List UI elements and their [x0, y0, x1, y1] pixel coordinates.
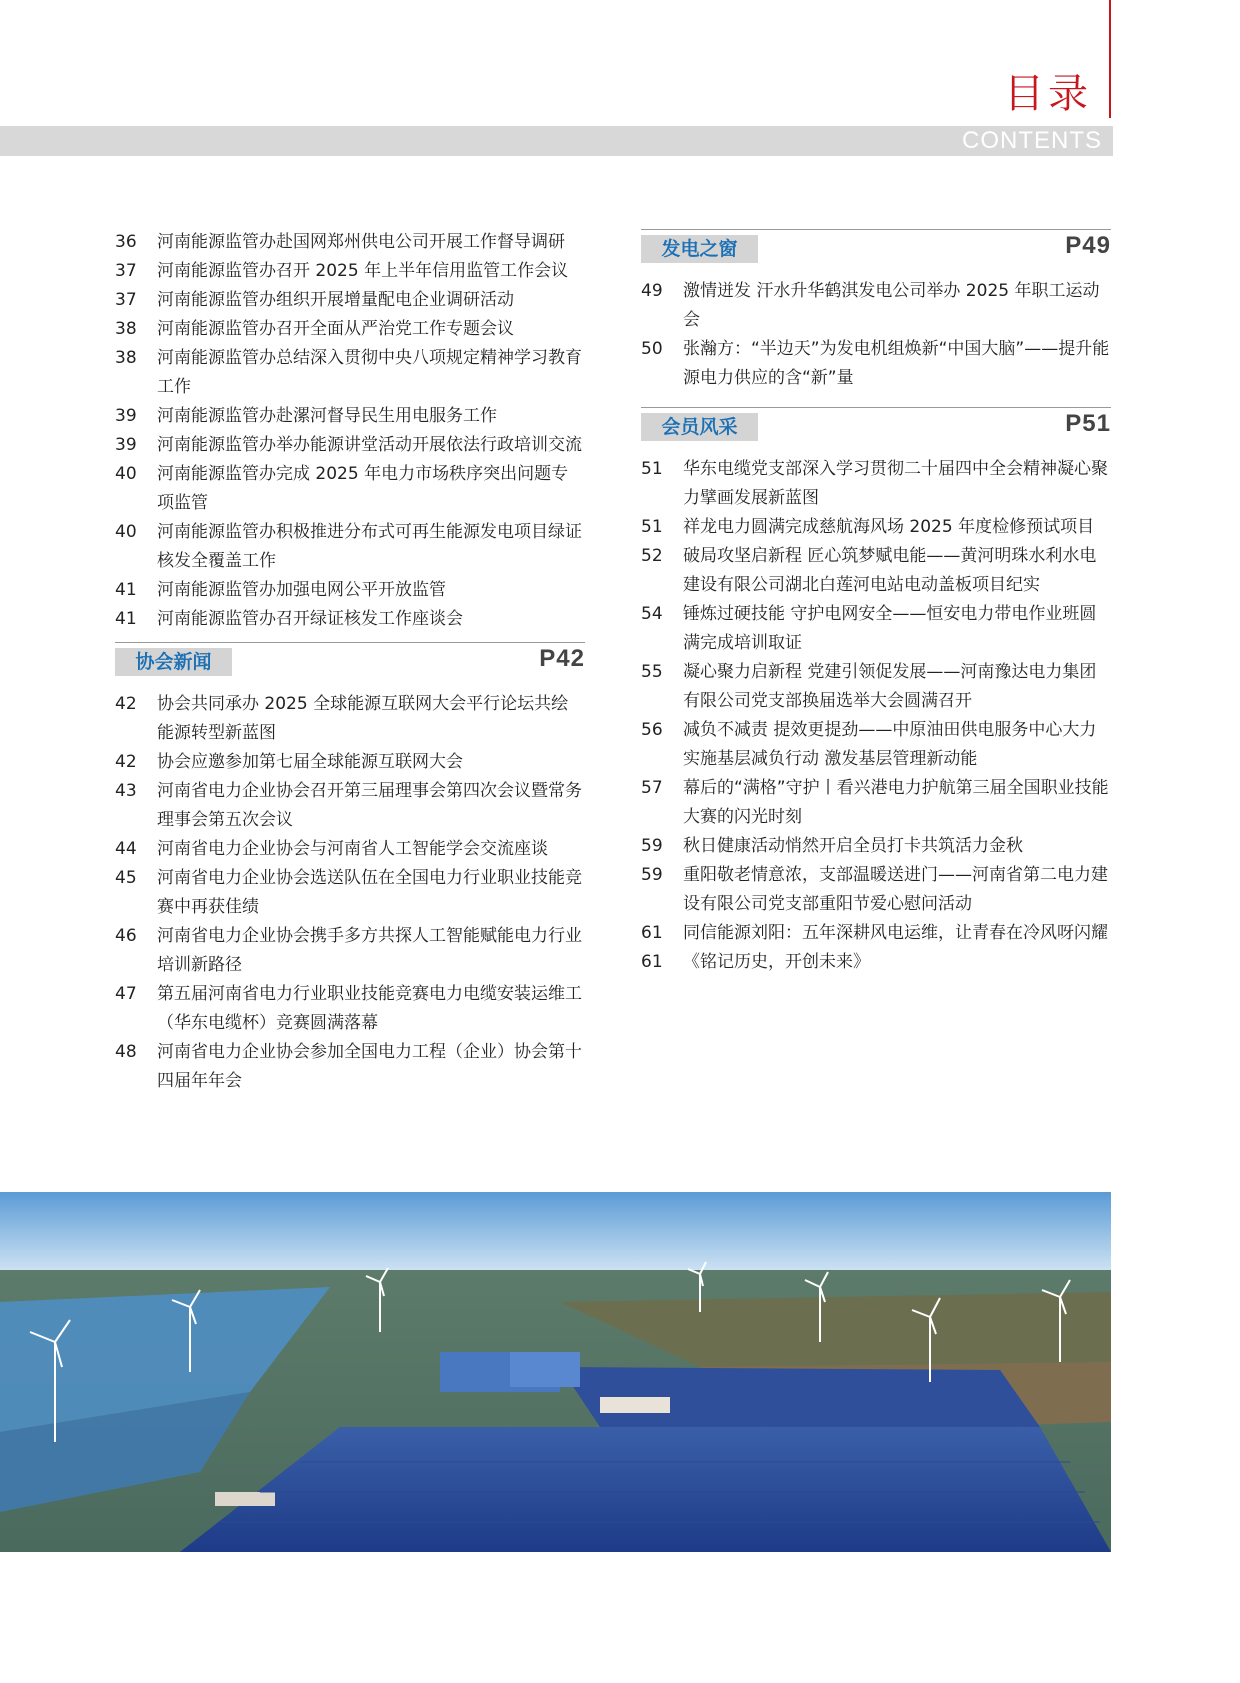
toc-entry-title: 重阳敬老情意浓，支部温暖送进门——河南省第二电力建设有限公司党支部重阳节爱心慰问活动 — [683, 865, 1108, 914]
toc-entry[interactable] — [115, 922, 585, 980]
toc-entry-title: 河南能源监管办举办能源讲堂活动开展依法行政培训交流 — [157, 435, 582, 455]
section-page: P49 — [1065, 232, 1111, 259]
toc-entry-page: 59 — [641, 865, 663, 885]
toc-entry-page: 41 — [115, 609, 137, 629]
toc-entry[interactable] — [641, 335, 1111, 393]
toc-entry-page: 41 — [115, 580, 137, 600]
wind-solar-farm-photo — [0, 1192, 1111, 1552]
toc-entry-title: 河南能源监管办加强电网公平开放监管 — [157, 580, 446, 600]
toc-entry-title: 锤炼过硬技能 守护电网安全——恒安电力带电作业班圆满完成培训取证 — [683, 604, 1097, 653]
toc-entry-title: 河南能源监管办完成 2025 年电力市场秩序突出问题专项监管 — [157, 464, 569, 513]
toc-entry-title: 河南能源监管办召开绿证核发工作座谈会 — [157, 609, 463, 629]
section-header-xiehui — [115, 642, 585, 676]
toc-entry-title: 协会应邀参加第七届全球能源互联网大会 — [157, 752, 463, 772]
header-band — [0, 126, 1113, 156]
toc-entry-page: 39 — [115, 406, 137, 426]
toc-entry-page: 37 — [115, 290, 137, 310]
toc-list-xiehui — [115, 690, 585, 1096]
toc-entry[interactable] — [641, 277, 1111, 335]
section-label: 协会新闻 — [115, 648, 232, 676]
toc-entry-page: 45 — [115, 868, 137, 888]
toc-entry-title: 河南省电力企业协会选送队伍在全国电力行业职业技能竞赛中再获佳绩 — [157, 868, 582, 917]
toc-entry-title: 激情迸发 汗水升华鹤淇发电公司举办 2025 年职工运动会 — [683, 281, 1100, 330]
toc-entry[interactable] — [115, 257, 585, 286]
toc-entry-page: 52 — [641, 546, 663, 566]
toc-entry-title: 河南能源监管办总结深入贯彻中央八项规定精神学习教育工作 — [157, 348, 582, 397]
toc-entry-title: 同信能源刘阳：五年深耕风电运维，让青春在冷风呀闪耀 — [683, 923, 1108, 943]
toc-entry-page: 47 — [115, 984, 137, 1004]
toc-entry[interactable] — [115, 605, 585, 634]
toc-entry-page: 37 — [115, 261, 137, 281]
toc-entry-title: 张瀚方：“半边天”为发电机组焕新“中国大脑”——提升能源电力供应的含“新”量 — [683, 339, 1110, 388]
toc-entry-page: 39 — [115, 435, 137, 455]
section-label: 会员风采 — [641, 413, 758, 441]
toc-entry-title: 第五届河南省电力行业职业技能竞赛电力电缆安装运维工（华东电缆杯）竞赛圆满落幕 — [157, 984, 582, 1033]
toc-entry[interactable] — [115, 344, 585, 402]
toc-entry[interactable] — [641, 948, 1111, 977]
toc-entry-title: 幕后的“满格”守护丨看兴港电力护航第三届全国职业技能大赛的闪光时刻 — [683, 778, 1109, 827]
toc-list-huiyuan — [641, 455, 1111, 977]
toc-right-column — [641, 229, 1111, 977]
toc-entry-title: 河南省电力企业协会与河南省人工智能学会交流座谈 — [157, 839, 548, 859]
toc-entry-page: 46 — [115, 926, 137, 946]
toc-entry[interactable] — [641, 542, 1111, 600]
toc-entry[interactable] — [115, 286, 585, 315]
page-subtitle: CONTENTS — [962, 127, 1102, 154]
toc-entry-page: 44 — [115, 839, 137, 859]
toc-entry-title: 协会共同承办 2025 全球能源互联网大会平行论坛共绘能源转型新蓝图 — [157, 694, 569, 743]
toc-entry-page: 61 — [641, 923, 663, 943]
toc-entry[interactable] — [641, 716, 1111, 774]
header-red-line — [1109, 0, 1111, 118]
toc-list-jianguan — [115, 228, 585, 634]
toc-entry-page: 54 — [641, 604, 663, 624]
toc-entry-title: 破局攻坚启新程 匠心筑梦赋电能——黄河明珠水利水电建设有限公司湖北白莲河电站电动盖板项目纪实 — [683, 546, 1097, 595]
toc-entry[interactable] — [115, 690, 585, 748]
page-title: 目录 — [1004, 71, 1092, 117]
toc-entry-title: 河南省电力企业协会参加全国电力工程（企业）协会第十四届年年会 — [157, 1042, 582, 1091]
toc-entry-title: 河南能源监管办召开 2025 年上半年信用监管工作会议 — [157, 261, 569, 281]
toc-entry[interactable] — [115, 576, 585, 605]
section-page: P51 — [1065, 410, 1111, 437]
toc-entry[interactable] — [115, 402, 585, 431]
toc-entry[interactable] — [641, 658, 1111, 716]
toc-entry[interactable] — [115, 835, 585, 864]
toc-entry-page: 49 — [641, 281, 663, 301]
section-header-fadian — [641, 229, 1111, 263]
toc-entry-title: 河南省电力企业协会携手多方共探人工智能赋能电力行业培训新路径 — [157, 926, 582, 975]
toc-entry-title: 河南省电力企业协会召开第三届理事会第四次会议暨常务理事会第五次会议 — [157, 781, 582, 830]
toc-entry-page: 42 — [115, 694, 137, 714]
section-page: P42 — [539, 645, 585, 672]
toc-entry-title: 华东电缆党支部深入学习贯彻二十届四中全会精神凝心聚力擘画发展新蓝图 — [683, 459, 1108, 508]
toc-entry[interactable] — [115, 777, 585, 835]
toc-entry[interactable] — [641, 600, 1111, 658]
toc-entry-page: 40 — [115, 522, 137, 542]
toc-entry[interactable] — [641, 774, 1111, 832]
toc-entry[interactable] — [115, 864, 585, 922]
toc-entry[interactable] — [115, 228, 585, 257]
toc-entry-title: 秋日健康活动悄然开启全员打卡共筑活力金秋 — [683, 836, 1023, 856]
toc-entry[interactable] — [115, 748, 585, 777]
toc-entry[interactable] — [115, 431, 585, 460]
toc-entry-title: 河南能源监管办召开全面从严治党工作专题会议 — [157, 319, 514, 339]
toc-entry-page: 43 — [115, 781, 137, 801]
toc-entry-page: 50 — [641, 339, 663, 359]
toc-entry-title: 河南能源监管办赴国网郑州供电公司开展工作督导调研 — [157, 232, 565, 252]
section-divider — [115, 642, 585, 643]
toc-entry-page: 38 — [115, 348, 137, 368]
toc-entry-title: 祥龙电力圆满完成慈航海风场 2025 年度检修预试项目 — [683, 517, 1095, 537]
toc-entry[interactable] — [641, 919, 1111, 948]
toc-entry-page: 40 — [115, 464, 137, 484]
toc-entry-title: 《铭记历史，开创未来》 — [683, 952, 870, 972]
section-divider — [641, 407, 1111, 408]
toc-entry-page: 57 — [641, 778, 663, 798]
toc-entry[interactable] — [115, 980, 585, 1038]
toc-left-column — [115, 228, 585, 1096]
toc-entry-page: 51 — [641, 517, 663, 537]
toc-entry-page: 61 — [641, 952, 663, 972]
toc-entry[interactable] — [641, 832, 1111, 861]
toc-entry[interactable] — [115, 518, 585, 576]
toc-entry[interactable] — [641, 455, 1111, 513]
toc-list-fadian — [641, 277, 1111, 393]
toc-entry-title: 凝心聚力启新程 党建引领促发展——河南豫达电力集团有限公司党支部换届选举大会圆满召开 — [683, 662, 1097, 711]
toc-entry-title: 河南能源监管办积极推进分布式可再生能源发电项目绿证核发全覆盖工作 — [157, 522, 582, 571]
toc-entry-page: 51 — [641, 459, 663, 479]
toc-entry[interactable] — [115, 315, 585, 344]
toc-entry-title: 河南能源监管办组织开展增量配电企业调研活动 — [157, 290, 514, 310]
toc-entry-page: 36 — [115, 232, 137, 252]
toc-entry[interactable] — [641, 513, 1111, 542]
toc-entry-page: 56 — [641, 720, 663, 740]
toc-entry-page: 55 — [641, 662, 663, 682]
toc-entry-title: 减负不减责 提效更提劲——中原油田供电服务中心大力实施基层减负行动 激发基层管理新动能 — [683, 720, 1097, 769]
toc-entry-page: 38 — [115, 319, 137, 339]
toc-entry[interactable] — [115, 460, 585, 518]
toc-entry-title: 河南能源监管办赴漯河督导民生用电服务工作 — [157, 406, 497, 426]
section-label: 发电之窗 — [641, 235, 758, 263]
toc-entry-page: 42 — [115, 752, 137, 772]
section-header-huiyuan — [641, 407, 1111, 441]
toc-entry-page: 48 — [115, 1042, 137, 1062]
toc-entry[interactable] — [641, 861, 1111, 919]
section-divider — [641, 229, 1111, 230]
toc-entry[interactable] — [115, 1038, 585, 1096]
toc-entry-page: 59 — [641, 836, 663, 856]
